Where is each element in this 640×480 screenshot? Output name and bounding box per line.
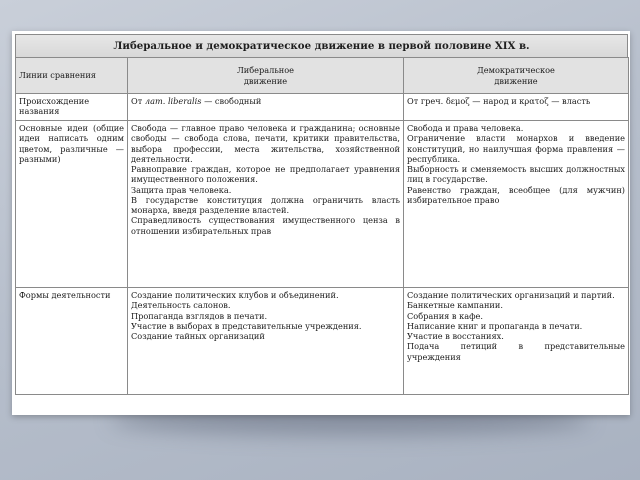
forms-democratic <box>404 288 629 395</box>
list-item: Справедливость существования имущественного ценза в отношении избирательных прав <box>131 215 400 236</box>
origin-liberal-prefix: От <box>131 96 145 106</box>
ideas-liberal <box>128 121 404 288</box>
header-liberal-line1: Либеральное <box>236 65 295 76</box>
header-liberal <box>128 58 404 94</box>
origin-liberal <box>128 94 404 121</box>
header-compare: Линии сравнения <box>16 58 128 94</box>
forms-label: Формы деятельности <box>16 288 128 395</box>
list-item: Равенство граждан, всеобщее (для мужчин) избирательное право <box>407 184 625 205</box>
list-item: Равноправие граждан, которое не предполагает уравнения имущественного положения. <box>131 164 400 185</box>
list-item: Создание тайных организаций <box>131 331 265 341</box>
header-democratic <box>404 58 629 94</box>
origin-label: Происхождение названия <box>16 94 128 121</box>
table-row-forms <box>16 288 629 395</box>
ideas-democratic <box>404 121 629 288</box>
table-slide <box>12 31 630 415</box>
list-item: В государстве конституция должна ограничить власть монарха, введя разделение властей. <box>131 194 400 215</box>
forms-liberal <box>128 288 404 395</box>
header-democratic-line2: движение <box>494 75 538 86</box>
origin-liberal-word: liberalis <box>167 96 202 106</box>
list-item: Создание политических организаций и партий. <box>407 290 615 300</box>
comparison-table <box>15 57 629 395</box>
origin-democratic: От греч. δεμοζ — народ и κρατοζ — власть <box>404 94 629 121</box>
table-row-origin <box>16 94 629 121</box>
list-item: Участие в выборах в представительные учреждения. <box>131 320 362 331</box>
header-democratic-line1: Демократическое <box>477 65 555 76</box>
ideas-label: Основные идеи (общие идеи написать одним цветом, различные — разными) <box>16 121 128 288</box>
origin-liberal-meaning: — свободный <box>201 96 262 106</box>
list-item: Свобода — главное право человека и гражданина; основные свободы — свобода слова, печати, критики правительства, выбора профессии, места жительства, хозяйственной деятельности. <box>131 123 400 164</box>
table-title: Либеральное и демократическое движение в первой половине XIX в. <box>15 34 628 57</box>
list-item: Собрания в кафе. <box>407 310 483 321</box>
list-item: Банкетные кампании. <box>407 300 503 311</box>
list-item: Свобода и права человека. <box>407 123 524 133</box>
list-item: Участие в восстаниях. <box>407 331 504 341</box>
list-item: Написание книг и пропаганда в печати. <box>407 320 583 331</box>
list-item: Защита прав человека. <box>131 184 232 195</box>
header-liberal-line2: движение <box>243 75 288 86</box>
list-item: Выборность и сменяемость высших должностных лиц в государстве. <box>407 164 625 185</box>
table-row-ideas <box>16 121 629 288</box>
list-item: Создание политических клубов и объединений. <box>131 290 339 300</box>
list-item: Ограничение власти монархов и введение конституций, но наилучшая форма правления — республика. <box>407 133 625 164</box>
list-item: Подача петиций в представительные учреждения <box>407 341 625 362</box>
list-item: Пропаганда взглядов в печати. <box>131 310 268 321</box>
header-row <box>16 58 629 94</box>
origin-liberal-lang: лат. <box>144 96 166 106</box>
list-item: Деятельность салонов. <box>131 300 231 311</box>
